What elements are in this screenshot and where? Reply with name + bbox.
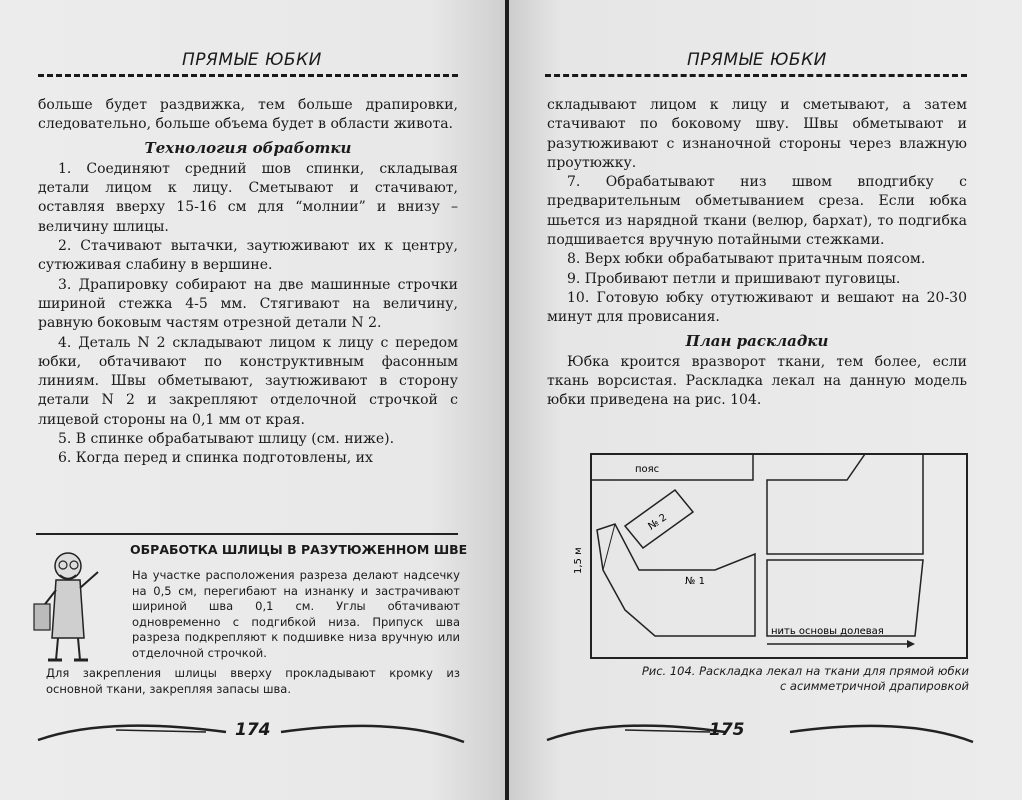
box-paragraph: На участке расположения разреза делают надсечку на 0,5 см, перегибают на изнанку и застрачивают шириной шва 0,1 см. Углы обтачивают одновременно с подгибкой низа. Припуск шва разреза подкрепляют к подшивке низа вручную или отделочной строчкой. [132,568,460,660]
step-paragraph: 5. В спинке обрабатывают шлицу (см. ниже). [58,431,395,448]
step-paragraph: 10. Готовую юбку отутюживают и вешают на 20-30 минут для провисания. [547,289,967,326]
box-rule [36,533,458,535]
step-paragraph: 7. Обрабатывают низ швом вподгибку с предварительным обметыванием среза. Если юбка шьется из нарядной ткани (велюр, бархат), то подгибка подшивается вручную потайными стежками. [547,174,967,249]
header-rule [38,74,458,77]
header-rule [545,74,967,77]
left-page [0,0,505,800]
page-number: 175 [709,720,745,740]
step-paragraph: 4. Деталь N 2 складывают лицом к лицу с передом юбки, обтачивают по конструктивным фасонным линиям. Швы обметывают, заутюживают в сторону детали N 2 и закрепляют отделочной строчкой с лицевой стороны на 0,1 мм от края. [38,334,458,428]
cutting-layout-diagram [555,450,975,662]
left-body-text [38,96,458,469]
caption-line: с асимметричной драпировкой [779,679,969,693]
right-page [509,0,1022,800]
section-title: План раскладки [685,331,829,350]
footer-ornament-icon [545,712,975,752]
step-paragraph: 3. Драпировку собирают на две машинные строчки шириной стежка 4-5 мм. Стягивают на величину, равную боковым частям отрезной детали N 2. [38,276,458,332]
step-paragraph: 1. Соединяют средний шов спинки, складывая детали лицом к лицу. Сметывают и стачивают, оставляя вверху 15-16 см для “молнии” и внизу – величину шлицы. [38,160,458,235]
box-title: ОБРАБОТКА ШЛИЦЫ В РАЗУТЮЖЕННОМ ШВЕ [130,542,468,557]
caption-line: Рис. 104. Раскладка лекал на ткани для прямой юбки [641,664,969,678]
step-paragraph: 2. Стачивают вытачки, заутюживают их к центру, сутюживая слабину в вершине. [38,238,458,274]
step-paragraph: 6. Когда перед и спинка подготовлены, их [58,450,373,467]
grain-label: нить основы долевая [771,626,884,637]
step-paragraph: 9. Пробивают петли и пришивают пуговицы. [567,270,901,287]
box-paragraph: Для закрепления шлицы вверху прокладывают кромку из основной ткани, закрепляя запасы шва. [46,666,460,696]
section-title: Технология обработки [144,138,352,157]
back-piece-top [767,454,923,554]
right-body-text [547,96,967,411]
running-header: ПРЯМЫЕ ЮБКИ [687,50,827,70]
tailor-cartoon-icon [30,548,120,668]
part-2-label: № 2 [646,512,670,533]
page-number: 174 [235,720,271,740]
belt-piece [591,454,753,480]
intro-paragraph: больше будет раздвижка, тем больше драпировки, следовательно, больше объема будет в области живота. [38,97,458,133]
part-1-label: № 1 [685,576,705,587]
step-paragraph: 8. Верх юбки обрабатывают притачным поясом. [567,251,926,268]
part-1-piece [597,524,755,636]
figure-caption [609,664,969,694]
box-text [132,568,460,661]
width-label: 1,5 м [573,547,584,574]
running-header: ПРЯМЫЕ ЮБКИ [182,50,322,70]
continuation-paragraph: складывают лицом к лицу и сметывают, а затем стачивают по боковому шву. Швы обметывают и разутюживают с изнаночной стороны через влажную проутюжку. [547,97,967,171]
box-text-2 [46,666,460,697]
belt-label: пояс [635,464,660,475]
layout-paragraph: Юбка кроится вразворот ткани, тем более, если ткань ворсистая. Раскладка лекал на данную модель юбки приведена на рис. 104. [547,353,967,409]
back-piece-bottom [767,560,923,636]
